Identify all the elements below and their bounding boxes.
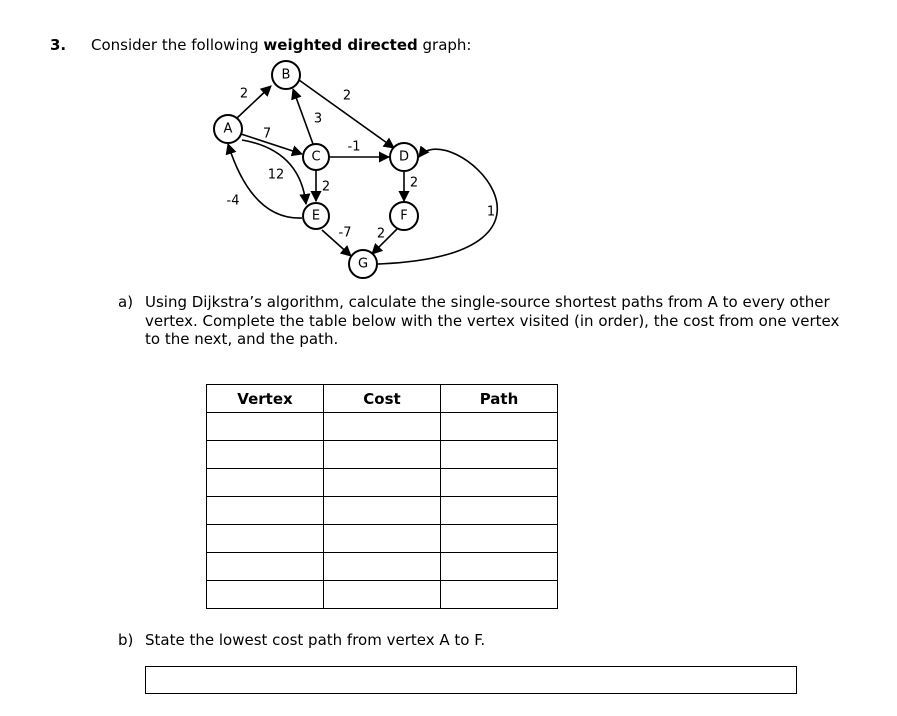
question-suffix: graph: bbox=[417, 36, 472, 54]
cost-cell[interactable] bbox=[324, 525, 441, 553]
edge-c-b bbox=[293, 89, 313, 144]
header-cost: Cost bbox=[324, 385, 441, 413]
vertex-cell[interactable] bbox=[207, 497, 324, 525]
cost-cell[interactable] bbox=[324, 413, 441, 441]
weight-d-f: 2 bbox=[409, 175, 419, 191]
table-header-row bbox=[207, 385, 558, 413]
vertex-cell[interactable] bbox=[207, 581, 324, 609]
answer-box[interactable] bbox=[145, 666, 797, 694]
cost-cell[interactable] bbox=[324, 441, 441, 469]
node-a bbox=[214, 115, 242, 143]
part-b-letter: b) bbox=[118, 631, 134, 649]
weight-c-d: -1 bbox=[347, 139, 361, 155]
path-cell[interactable] bbox=[441, 469, 558, 497]
svg-text:G: G bbox=[357, 256, 369, 272]
answer-table bbox=[206, 384, 558, 609]
weight-a-b: 2 bbox=[239, 86, 249, 102]
table-row bbox=[207, 497, 558, 525]
svg-text:D: D bbox=[398, 149, 410, 165]
weight-a-e: 12 bbox=[267, 167, 285, 183]
cost-cell[interactable] bbox=[324, 469, 441, 497]
node-e bbox=[303, 203, 329, 229]
weight-g-d: 1 bbox=[486, 204, 496, 220]
vertex-cell[interactable] bbox=[207, 441, 324, 469]
weight-e-g: -7 bbox=[338, 225, 352, 241]
vertex-cell[interactable] bbox=[207, 525, 324, 553]
weight-a-c: 7 bbox=[262, 126, 272, 142]
path-cell[interactable] bbox=[441, 525, 558, 553]
vertex-cell[interactable] bbox=[207, 469, 324, 497]
weight-f-g: 2 bbox=[376, 226, 386, 242]
path-cell[interactable] bbox=[441, 581, 558, 609]
weighted-directed-graph bbox=[0, 0, 897, 290]
part-a-letter: a) bbox=[118, 293, 134, 311]
svg-text:A: A bbox=[223, 121, 233, 137]
table-row bbox=[207, 553, 558, 581]
vertex-cell[interactable] bbox=[207, 413, 324, 441]
weight-e-a: -4 bbox=[226, 193, 240, 209]
header-path: Path bbox=[441, 385, 558, 413]
table-row bbox=[207, 581, 558, 609]
vertex-cell[interactable] bbox=[207, 553, 324, 581]
table-row bbox=[207, 413, 558, 441]
edge-a-c bbox=[241, 134, 302, 154]
path-cell[interactable] bbox=[441, 553, 558, 581]
weight-c-b: 3 bbox=[313, 111, 323, 127]
header-vertex: Vertex bbox=[207, 385, 324, 413]
table-row bbox=[207, 525, 558, 553]
path-cell[interactable] bbox=[441, 441, 558, 469]
node-b bbox=[272, 61, 300, 89]
part-a-text: Using Dijkstra’s algorithm, calculate the single-source shortest paths from A to every other vertex. Complete the table below with the vertex visited (in order), the cost from one vertex to the next, and the path. bbox=[145, 293, 840, 348]
question-emphasis: weighted directed bbox=[263, 36, 418, 54]
cost-cell[interactable] bbox=[324, 553, 441, 581]
part-b-text: State the lowest cost path from vertex A to F. bbox=[145, 631, 486, 649]
svg-text:B: B bbox=[281, 67, 291, 83]
node-d bbox=[390, 143, 418, 171]
node-g bbox=[349, 250, 377, 278]
node-f bbox=[390, 202, 418, 230]
table-row bbox=[207, 441, 558, 469]
cost-cell[interactable] bbox=[324, 497, 441, 525]
path-cell[interactable] bbox=[441, 497, 558, 525]
weight-c-e: 2 bbox=[321, 179, 331, 195]
question-number: 3. bbox=[50, 36, 67, 54]
node-c bbox=[303, 144, 329, 170]
table-row bbox=[207, 469, 558, 497]
path-cell[interactable] bbox=[441, 413, 558, 441]
svg-text:F: F bbox=[400, 208, 408, 224]
svg-text:C: C bbox=[311, 149, 321, 165]
svg-text:E: E bbox=[311, 208, 321, 224]
cost-cell[interactable] bbox=[324, 581, 441, 609]
weight-b-d: 2 bbox=[342, 88, 352, 104]
question-prefix: Consider the following bbox=[91, 36, 264, 54]
